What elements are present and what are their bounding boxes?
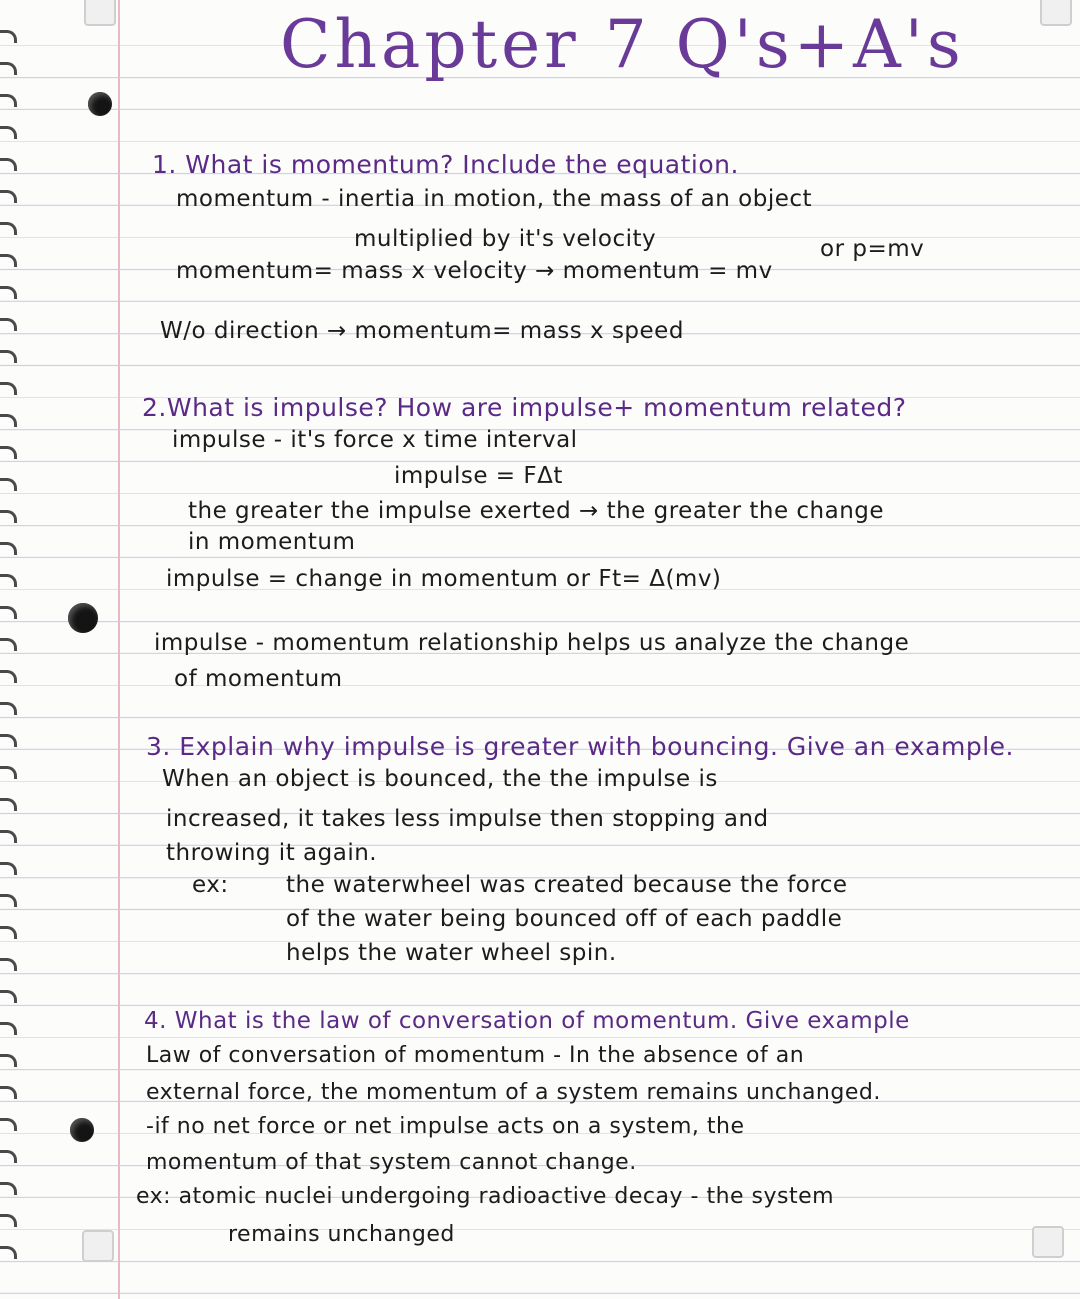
spiral-coil: [0, 734, 17, 747]
punch-hole: [88, 92, 112, 116]
q3-line: the waterwheel was created because the force: [286, 872, 848, 898]
spiral-coil: [0, 478, 17, 491]
spiral-coil: [0, 158, 17, 171]
spiral-coil: [0, 574, 17, 587]
q2-line: of momentum: [174, 666, 343, 692]
question-1: 1. What is momentum? Include the equation.: [152, 150, 739, 179]
spiral-coil: [0, 1022, 17, 1035]
q3-line: throwing it again.: [166, 840, 378, 866]
q3-line: increased, it takes less impulse then stopping and: [166, 806, 769, 832]
q3-line: helps the water wheel spin.: [286, 940, 617, 966]
q4-line: remains unchanged: [228, 1222, 455, 1247]
spiral-coil: [0, 222, 17, 235]
question-2: 2.What is impulse? How are impulse+ momentum related?: [142, 393, 907, 422]
spiral-coil: [0, 1182, 17, 1195]
q3-line: of the water being bounced off of each paddle: [286, 906, 843, 932]
question-3: 3. Explain why impulse is greater with bouncing. Give an example.: [146, 732, 1014, 761]
spiral-coil: [0, 894, 17, 907]
spiral-coil: [0, 606, 17, 619]
spiral-coil: [0, 126, 17, 139]
spiral-coil: [0, 1246, 17, 1259]
q2-line: impulse = FΔt: [394, 463, 563, 489]
q4-line: -if no net force or net impulse acts on a system, the: [146, 1114, 745, 1139]
spiral-coil: [0, 1150, 17, 1163]
q4-line: momentum of that system cannot change.: [146, 1150, 637, 1175]
spiral-coil: [0, 1086, 17, 1099]
q3-line: ex:: [192, 872, 229, 898]
spiral-coil: [0, 862, 17, 875]
spiral-coil: [0, 62, 17, 75]
spiral-coil: [0, 30, 17, 43]
spiral-coil: [0, 350, 17, 363]
q4-line: external force, the momentum of a system remains unchanged.: [146, 1080, 881, 1105]
margin-line: [118, 0, 120, 1299]
spiral-coil: [0, 798, 17, 811]
page-corner-mark: [82, 1230, 114, 1262]
spiral-coil: [0, 958, 17, 971]
q2-line: impulse - it's force x time interval: [172, 427, 578, 453]
spiral-coil: [0, 702, 17, 715]
page-title: Chapter 7 Q's+A's: [280, 6, 965, 83]
q2-line: in momentum: [188, 529, 356, 555]
spiral-coil: [0, 254, 17, 267]
q1-line: momentum= mass x velocity → momentum = mv: [176, 258, 773, 284]
spiral-coil: [0, 1118, 17, 1131]
q1-line: momentum - inertia in motion, the mass of an object: [176, 186, 813, 212]
q4-line: ex: atomic nuclei undergoing radioactive decay - the system: [136, 1184, 835, 1209]
spiral-coil: [0, 94, 17, 107]
q1-line: multiplied by it's velocity: [354, 226, 657, 252]
spiral-coil: [0, 382, 17, 395]
q2-line: impulse - momentum relationship helps us analyze the change: [154, 630, 910, 656]
spiral-coil: [0, 510, 17, 523]
spiral-coil: [0, 286, 17, 299]
spiral-coil: [0, 638, 17, 651]
question-4: 4. What is the law of conversation of momentum. Give example: [144, 1008, 910, 1034]
spiral-binding: [0, 0, 24, 1299]
spiral-coil: [0, 318, 17, 331]
punch-hole: [70, 1118, 94, 1142]
q3-line: When an object is bounced, the the impulse is: [162, 766, 718, 792]
spiral-coil: [0, 926, 17, 939]
spiral-coil: [0, 990, 17, 1003]
spiral-coil: [0, 766, 17, 779]
q4-line: Law of conversation of momentum - In the absence of an: [146, 1043, 805, 1068]
page-corner-mark: [1040, 0, 1072, 26]
q1-line: or p=mv: [820, 236, 925, 262]
spiral-coil: [0, 1054, 17, 1067]
spiral-coil: [0, 414, 17, 427]
spiral-coil: [0, 1214, 17, 1227]
spiral-coil: [0, 670, 17, 683]
page-corner-mark: [1032, 1226, 1064, 1258]
q2-line: the greater the impulse exerted → the greater the change: [188, 498, 885, 524]
page-corner-mark: [84, 0, 116, 26]
spiral-coil: [0, 830, 17, 843]
q2-line: impulse = change in momentum or Ft= Δ(mv): [166, 566, 722, 592]
punch-hole: [68, 603, 98, 633]
spiral-coil: [0, 190, 17, 203]
spiral-coil: [0, 542, 17, 555]
q1-line: W/o direction → momentum= mass x speed: [160, 318, 684, 344]
spiral-coil: [0, 446, 17, 459]
